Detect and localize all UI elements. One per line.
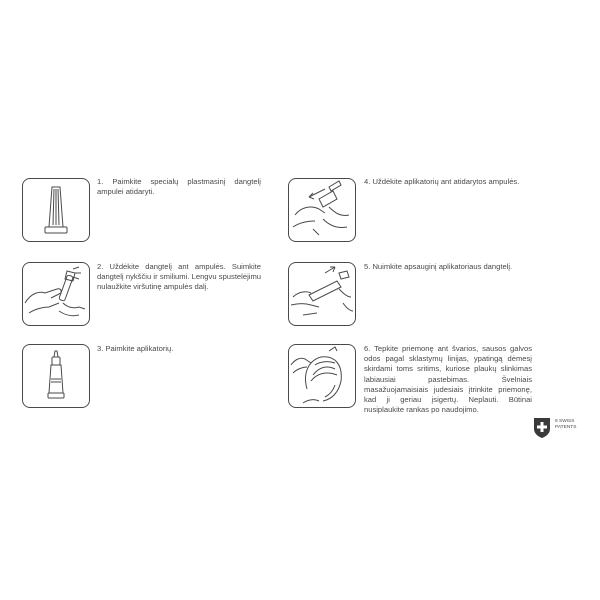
cap-tool-icon	[23, 179, 89, 241]
step-3-text: 3. Paimkite aplikatorių.	[97, 344, 174, 353]
swiss-shield-icon	[533, 417, 551, 439]
step-2-text: 2. Uždėkite dangtelį ant ampulės. Suimkite dangtelį nykščiu ir smiliumi. Lengvu spustelėjimu nulaužkite viršutinę ampulės dalį.	[97, 262, 261, 292]
badge-line-2: PATENTS	[555, 425, 577, 430]
step-4-text: 4. Uždėkite aplikatorių ant atidarytos ampulės.	[364, 177, 520, 186]
step-6-text: 6. Tepkite priemonę ant švarios, sausos galvos odos pagal sklastymų linijas, ypatingą dėmesį skirdami toms sritims, kuriose plaukų slinkimas labiausiai pastebimas. Švelniais masažuojamaisiais judesiais įtrinkite priemonę, kad ji geriau įsigertų. Neplauti. Būtinai nusiplaukite rankas po naudojimo.	[364, 344, 532, 415]
remove-cap-icon	[289, 263, 355, 325]
apply-scalp-icon	[289, 345, 355, 407]
swiss-patents-badge	[533, 417, 593, 441]
step-1-text: 1. Paimkite specialų plastmasinį dangtelį ampulei atidaryti.	[97, 177, 261, 197]
attach-applicator-icon	[289, 179, 355, 241]
applicator-icon	[23, 345, 89, 407]
step-2-illustration	[22, 262, 90, 326]
step-4-illustration	[288, 178, 356, 242]
step-5-illustration	[288, 262, 356, 326]
step-5-text: 5. Nuimkite apsauginį aplikatoriaus dangtelį.	[364, 262, 513, 271]
break-ampoule-icon	[23, 263, 89, 325]
step-1-illustration	[22, 178, 90, 242]
step-6-illustration	[288, 344, 356, 408]
step-3-illustration	[22, 344, 90, 408]
badge-line-1: 8 SWISS	[555, 419, 575, 424]
